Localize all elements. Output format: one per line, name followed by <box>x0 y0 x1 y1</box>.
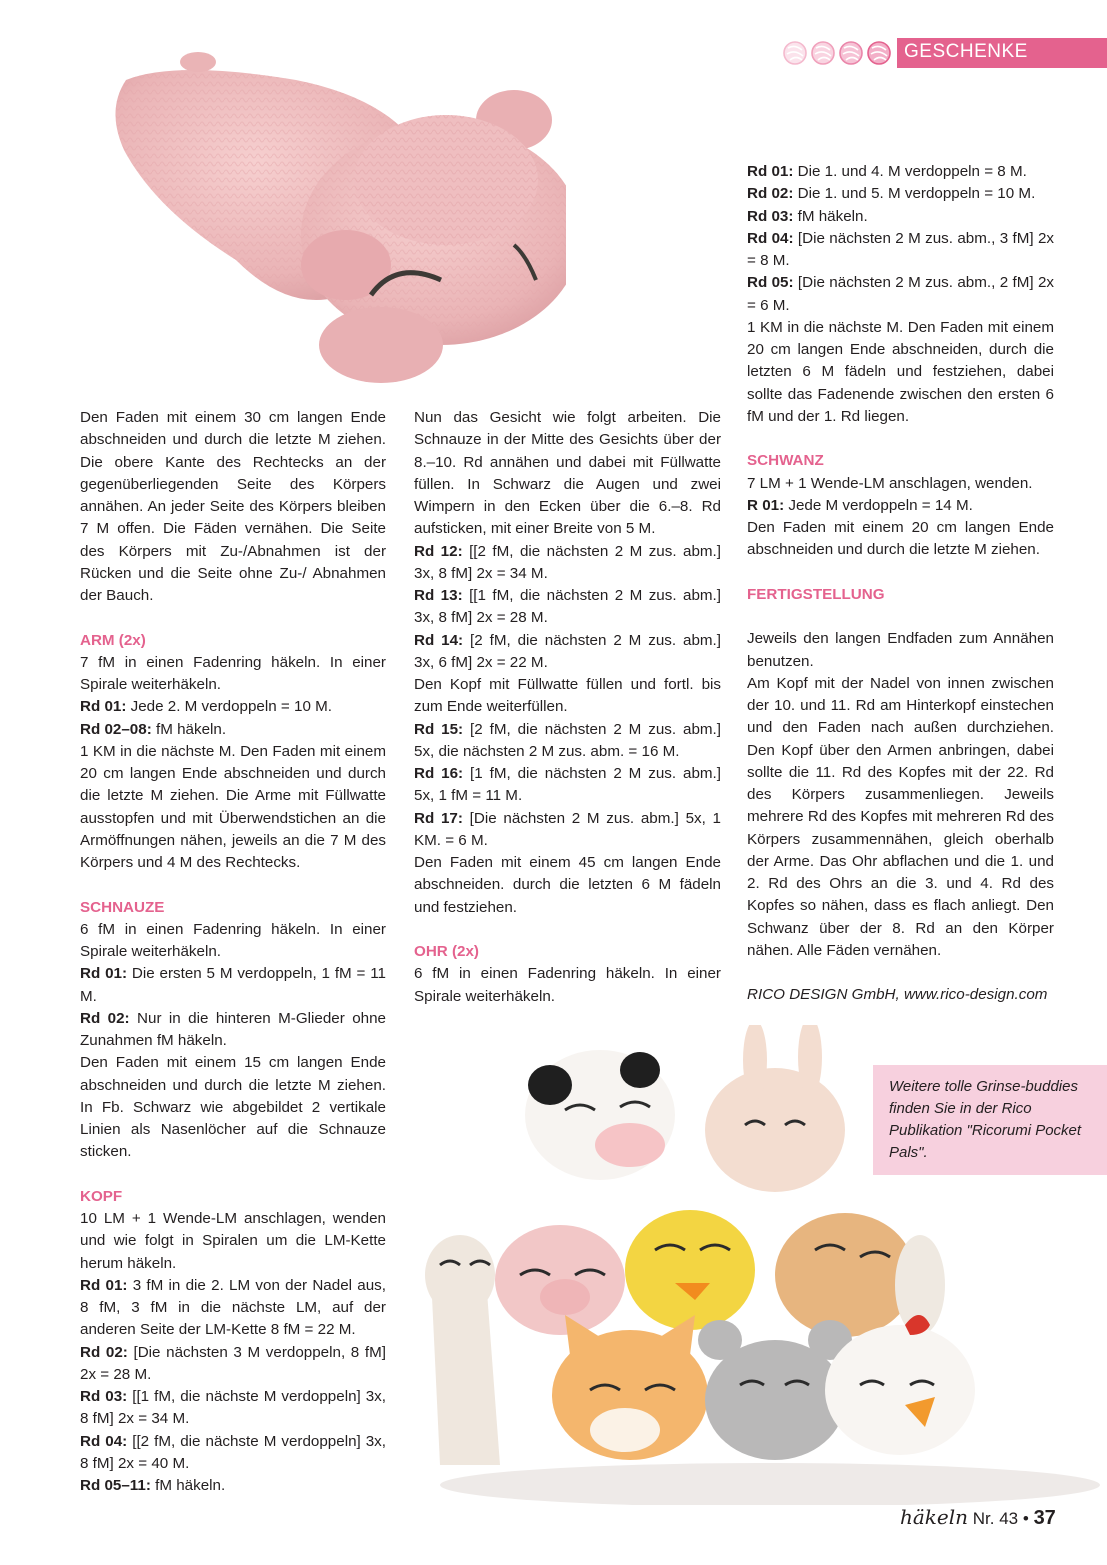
instruction-row <box>80 1475 386 1497</box>
row-text: Die 1. und 5. M verdoppeln = 10 M. <box>793 185 1036 203</box>
page-number: 37 <box>1033 1507 1056 1529</box>
row-text: [[1 fM, die nächsten 2 M zus. abm.] 3x, 8 fM] 2x = 28 M. <box>414 587 721 627</box>
instruction-row <box>414 585 721 630</box>
row-label: Rd 05: <box>747 274 794 292</box>
instruction-row <box>80 963 386 1008</box>
row-label: Rd 01: <box>80 965 128 983</box>
row-label: Rd 15: <box>414 720 464 738</box>
paragraph <box>80 652 386 697</box>
crochet-pig-photo <box>96 40 566 390</box>
row-text: Den Faden mit einem 30 cm langen Ende abschneiden und durch die letzte M ziehen. Die obere Kante des Rechtecks an der gegenüberliegenden Seite des Körpers annähen. An jeder Seite des Körpers bleiben 7 M offen. Die Fäden vernähen. Die Seite des Körpers mit Zu-/Abnahmen ist der Rücken und die Seite ohne Zu-/ Abnahmen der Bauch. <box>80 409 386 604</box>
paragraph <box>747 628 1054 673</box>
section-heading: SCHWANZ <box>747 452 824 470</box>
instruction-row <box>414 630 721 675</box>
row-label: Rd 02: <box>747 185 794 203</box>
row-text: 1 KM in die nächste M. Den Faden mit einem 20 cm langen Ende abschneiden und durch die letzte M ziehen. Die Arme mit Füllwatte ausstopfen und mit Überwendstichen an die Armöffnungen nähen, jeweils an die 7 M des Körpers und 4 M des Rechtecks. <box>80 742 386 871</box>
instruction-row <box>747 272 1054 317</box>
paragraph-gap <box>747 562 1054 584</box>
row-text: Die ersten 5 M verdoppeln, 1 fM = 11 M. <box>80 965 386 1005</box>
instruction-row <box>414 541 721 586</box>
row-text: 10 LM + 1 Wende-LM anschlagen, wenden und wie folgt in Spiralen um die LM-Kette herum häkeln. <box>80 1210 386 1272</box>
section-heading: SCHNAUZE <box>80 898 165 916</box>
row-text: Am Kopf mit der Nadel von innen zwischen der 10. und 11. Rd am Hinterkopf einstechen und den Faden nach außen durchziehen. Den Kopf über den Armen anbringen, dabei sollte die 11. Rd des Kopfes mit der 22. Rd des Körpers zusammenliegen. Jeweils mehrere Rd des Kopfes mit mehreren Rd des Körpers zusammennähen, gleich oberhalb der Arme. Das Ohr abflachen und die 1. und 2. Rd des Ohrs an die 3. und 4. Rd des Kopfes so nähen, dass es flach anliegt. Den Schwanz über der 8. Rd an den Körper nähen. Alle Fäden vernähen. <box>747 674 1054 959</box>
row-text: Nun das Gesicht wie folgt arbeiten. Die Schnauze in der Mitte des Gesichts über der 8.–10. Rd annähen und dabei mit Füllwatte füllen. In Schwarz die Augen und zwei Wimpern in den Ecken über die 6.–8. Rd aufsticken, mit einer Breite von 5 M. <box>414 409 721 538</box>
row-text: Den Faden mit einem 45 cm langen Ende abschneiden. durch die letzten 6 M fädeln und festziehen. <box>414 854 721 916</box>
paragraph <box>80 919 386 964</box>
section-heading: OHR (2x) <box>414 943 479 960</box>
text-column-3 <box>747 161 1054 1007</box>
paragraph <box>80 741 386 875</box>
row-label: Rd 16: <box>414 765 464 782</box>
instruction-row <box>80 1431 386 1476</box>
row-label: Rd 01: <box>80 698 127 716</box>
instruction-row <box>80 696 386 718</box>
instruction-row <box>747 161 1054 183</box>
row-text: Jede 2. M verdoppeln = 10 M. <box>126 698 332 716</box>
paragraph <box>414 963 721 1008</box>
row-label: Rd 04: <box>80 1432 128 1450</box>
paragraph <box>80 1208 386 1275</box>
paragraph <box>80 1052 386 1163</box>
row-text: [1 fM, die nächsten 2 M zus. abm.] 5x, 1 fM = 11 M. <box>414 765 721 805</box>
row-text: Den Faden mit einem 20 cm langen Ende abschneiden und durch die letzte M ziehen. <box>747 519 1054 559</box>
instruction-row <box>747 228 1054 273</box>
row-text: Jede M verdoppeln = 14 M. <box>784 496 973 514</box>
section-label: GESCHENKE <box>904 41 1028 62</box>
text-column-1 <box>80 407 386 1497</box>
instruction-row <box>747 183 1054 205</box>
paragraph <box>80 407 386 607</box>
paragraph <box>414 407 721 541</box>
paragraph-gap <box>80 607 386 629</box>
row-text: RICO DESIGN GmbH, www.rico-design.com <box>747 986 1048 1004</box>
paragraph <box>414 852 721 919</box>
paragraph-gap <box>80 1164 386 1186</box>
paragraph-gap <box>747 428 1054 450</box>
row-label: Rd 17: <box>414 809 463 827</box>
row-label: Rd 04: <box>747 229 794 247</box>
row-text: 6 fM in einen Fadenring häkeln. In einer Spirale weiterhäkeln. <box>80 920 386 960</box>
row-text: [2 fM, die nächsten 2 M zus. abm.] 3x, 6 fM] 2x = 22 M. <box>414 631 721 671</box>
section-heading: ARM (2x) <box>80 631 146 649</box>
instruction-row <box>747 495 1054 517</box>
row-text: [Die nächsten 3 M verdoppeln, 8 fM] 2x = 28 M. <box>80 1343 386 1383</box>
row-text: fM häkeln. <box>151 720 227 738</box>
row-label: Rd 03: <box>80 1388 128 1405</box>
section-heading: FERTIGSTELLUNG <box>747 585 885 603</box>
row-text: [[2 fM, die nächsten 2 M zus. abm.] 3x, 8 fM] 2x = 34 M. <box>414 542 721 582</box>
row-label: R 01: <box>747 496 785 514</box>
row-text: 3 fM in die 2. LM von der Nadel aus, 8 fM, 3 fM in die nächste LM, auf der anderen Seite der LM-Kette 8 fM = 22 M. <box>80 1276 386 1339</box>
row-label: Rd 12: <box>414 542 463 560</box>
footer-bullet: • <box>1022 1509 1029 1528</box>
row-text: Jeweils den langen Endfaden zum Annähen benutzen. <box>747 630 1054 670</box>
paragraph <box>747 473 1054 495</box>
paragraph <box>747 984 1054 1006</box>
issue-number: Nr. 43 <box>972 1509 1019 1528</box>
instruction-row <box>80 1008 386 1053</box>
row-text: [Die nächsten 2 M zus. abm., 3 fM] 2x = 8 M. <box>747 229 1054 269</box>
magazine-name: häkeln <box>900 1505 969 1529</box>
page-footer <box>900 1505 1056 1530</box>
text-column-2 <box>414 407 721 1008</box>
row-label: Rd 02: <box>80 1343 128 1361</box>
yarn-ball-icons <box>783 38 893 68</box>
row-text: 1 KM in die nächste M. Den Faden mit einem 20 cm langen Ende abschneiden, durch die letzten 6 M fädeln und festziehen, dabei sollte das Fadenende zwischen den ersten 6 fM und der 1. Rd liegen. <box>747 318 1054 425</box>
row-label: Rd 03: <box>747 207 794 225</box>
row-label: Rd 05–11: <box>80 1477 151 1494</box>
paragraph-gap <box>747 962 1054 984</box>
paragraph <box>747 517 1054 562</box>
instruction-row <box>80 1275 386 1342</box>
row-text: [2 fM, die nächsten 2 M zus. abm.] 5x, die nächsten 2 M zus. abm. = 16 M. <box>414 720 721 760</box>
row-text: Den Kopf mit Füllwatte füllen und fortl. bis zum Ende weiterfüllen. <box>414 676 721 716</box>
row-label: Rd 13: <box>414 587 463 604</box>
row-text: 6 fM in einen Fadenring häkeln. In einer Spirale weiterhäkeln. <box>414 965 721 1005</box>
instruction-row <box>414 808 721 853</box>
row-text: [Die nächsten 2 M zus. abm., 2 fM] 2x = 6 M. <box>747 274 1054 314</box>
instruction-row <box>414 763 721 808</box>
row-label: Rd 01: <box>80 1276 128 1294</box>
row-text: fM häkeln. <box>793 207 868 225</box>
row-text: Den Faden mit einem 15 cm langen Ende abschneiden und durch die letzte M ziehen. In Fb. Schwarz wie abgebildet 2 vertikale Linien als Nasenlöcher auf die Schnauze sticken. <box>80 1054 386 1161</box>
row-text: [[1 fM, die nächste M verdoppeln] 3x, 8 fM] 2x = 34 M. <box>80 1388 386 1428</box>
paragraph-gap <box>747 606 1054 628</box>
paragraph <box>747 317 1054 428</box>
row-label: Rd 01: <box>747 163 794 180</box>
instruction-row <box>747 206 1054 228</box>
row-text: Nur in die hinteren M-Glieder ohne Zunahmen fM häkeln. <box>80 1009 387 1049</box>
section-heading: KOPF <box>80 1187 123 1205</box>
row-text: [[2 fM, die nächste M verdoppeln] 3x, 8 fM] 2x = 40 M. <box>80 1432 386 1472</box>
instruction-row <box>80 1342 386 1387</box>
row-text: Die 1. und 4. M verdoppeln = 8 M. <box>793 163 1027 180</box>
paragraph-gap <box>414 919 721 941</box>
instruction-row <box>80 719 386 741</box>
row-text: fM häkeln. <box>150 1477 226 1494</box>
paragraph-gap <box>80 874 386 896</box>
row-label: Rd 14: <box>414 631 464 649</box>
instruction-row <box>80 1386 386 1431</box>
row-label: Rd 02–08: <box>80 720 152 738</box>
row-label: Rd 02: <box>80 1009 130 1027</box>
paragraph <box>414 674 721 719</box>
paragraph <box>747 673 1054 962</box>
row-text: 7 LM + 1 Wende-LM anschlagen, wenden. <box>747 474 1033 492</box>
row-text: [Die nächsten 2 M zus. abm.] 5x, 1 KM. = 6 M. <box>414 809 721 849</box>
instruction-row <box>414 719 721 764</box>
row-text: 7 fM in einen Fadenring häkeln. In einer Spirale weiterhäkeln. <box>80 653 386 693</box>
info-box-text: Weitere tolle Grinse-buddies finden Sie in der Rico Publikation "Ricorumi Pocket Pals". <box>889 1078 1082 1161</box>
